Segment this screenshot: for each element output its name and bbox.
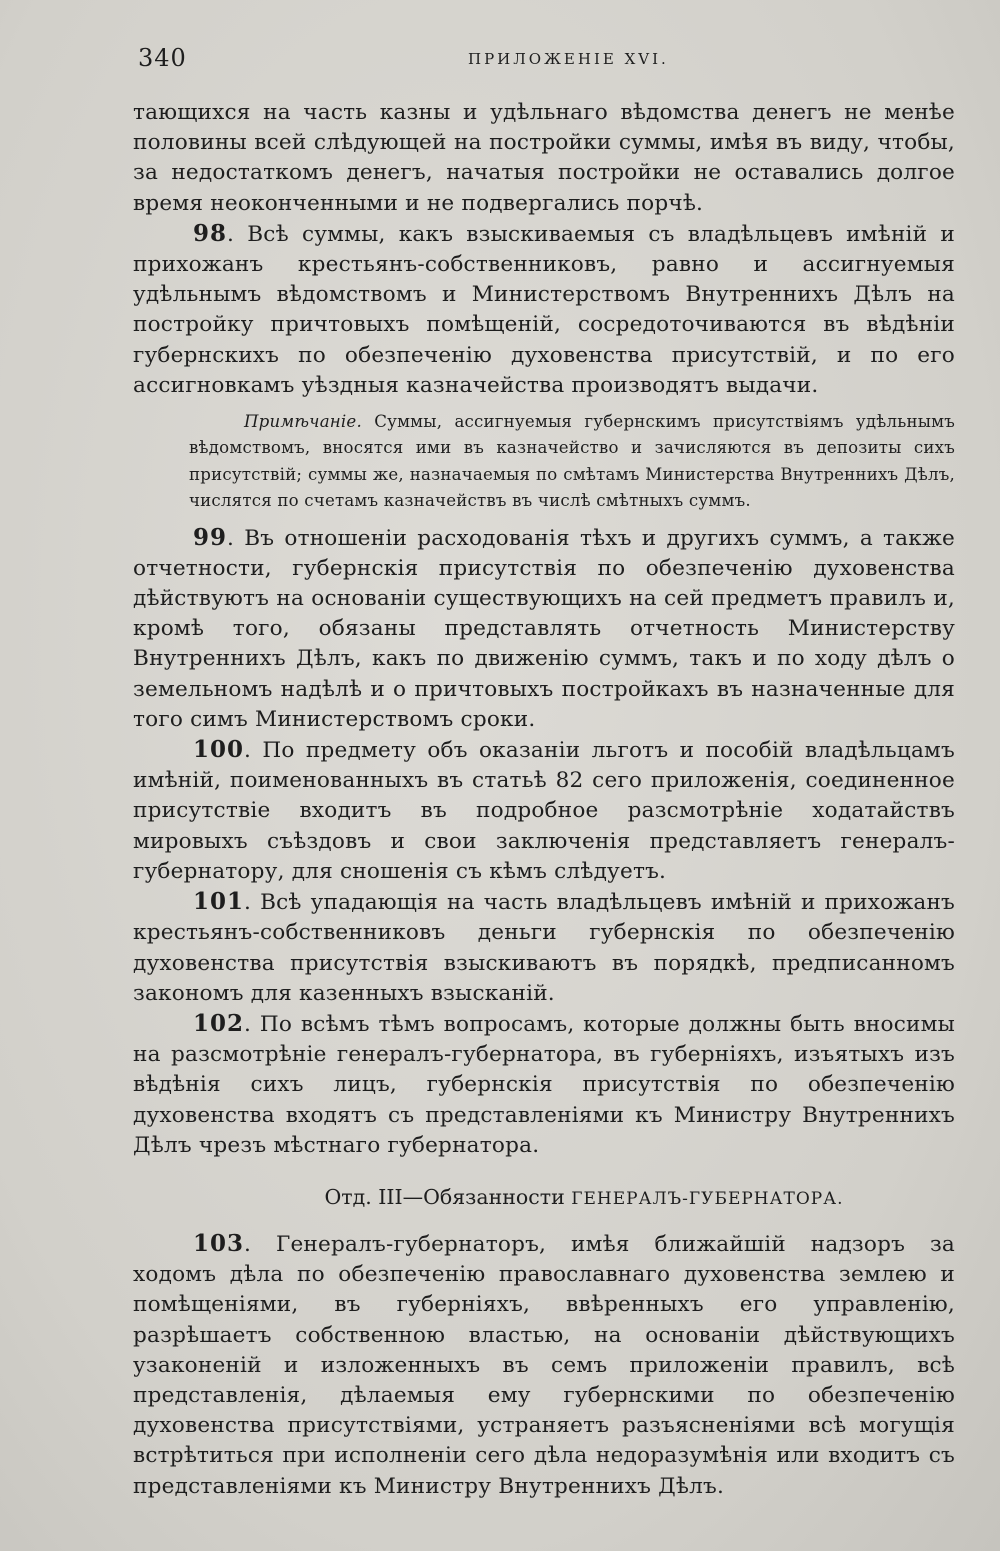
page-number: 340 bbox=[138, 44, 187, 72]
article-text: . По предмету объ оказаніи льготъ и пособій владѣльцамъ имѣній, поименованныхъ въ статьѣ 82 сего приложенія, соединенное присутствіе входитъ въ подробное разсмотрѣніе ходатайствъ мировыхъ съѣздовъ и свои заключенія представляетъ генералъ-губернатору, для сношенія съ кѣмъ слѣдуетъ. bbox=[133, 738, 955, 884]
article-number: 103 bbox=[193, 1229, 245, 1257]
note-label: Примѣчаніе. bbox=[244, 412, 362, 432]
article-text: . Всѣ суммы, какъ взыскиваемыя съ владѣльцевъ имѣній и прихожанъ крестьянъ-собственниковъ, равно и ассигнуемыя удѣльнымъ вѣдомствомъ и Министерствомъ Внутреннихъ Дѣлъ на постройку причтовыхъ помѣщеній, сосредоточиваются въ вѣдѣніи губернскихъ по обезпеченію духовенства присутствій, и по его ассигновкамъ уѣздныя казначейства производятъ выдачи. bbox=[133, 221, 955, 398]
running-head: ПРИЛОЖЕНІЕ XVI. bbox=[468, 50, 669, 68]
article-100 bbox=[133, 735, 955, 887]
article-text: . По всѣмъ тѣмъ вопросамъ, которые должны быть вносимы на разсмотрѣніе генералъ-губернатора, въ губерніяхъ, изъятыхъ изъ вѣдѣнія сихъ лицъ, губернскія присутствія по обезпеченію духовенства входятъ съ представленіями къ Министру Внутреннихъ Дѣлъ чрезъ мѣстнаго губернатора. bbox=[133, 1011, 955, 1158]
article-text: . Всѣ упадающія на часть владѣльцевъ имѣній и прихожанъ крестьянъ-собственниковъ деньги губернскія по обезпеченію духовенства присутствія взыскиваютъ въ порядкѣ, предписанномъ закономъ для казенныхъ взысканій. bbox=[133, 890, 955, 1006]
article-number: 102 bbox=[193, 1009, 245, 1037]
article-103 bbox=[133, 1229, 955, 1502]
article-99 bbox=[133, 523, 955, 735]
article-101 bbox=[133, 887, 955, 1009]
article-number: 101 bbox=[193, 888, 245, 916]
section-title: ГЕНЕРАЛЪ-ГУБЕРНАТОРА. bbox=[571, 1188, 844, 1209]
article-text: . Въ отношеніи расходованія тѣхъ и другихъ суммъ, а также отчетности, губернскія присутствія по обезпеченію духовенства дѣйствуютъ на основаніи существующихъ на сей предметъ правилъ и, кромѣ того, обязаны представлять отчетность Министерству Внутреннихъ Дѣлъ, какъ по движенію суммъ, такъ и по ходу дѣлъ о земельномъ надѣлѣ и о причтовыхъ постройкахъ въ назначенные для того симъ Министерствомъ сроки. bbox=[133, 525, 955, 732]
page-header bbox=[138, 44, 960, 76]
article-98-note bbox=[189, 409, 955, 515]
body-text bbox=[133, 98, 955, 1502]
article-number: 98 bbox=[193, 219, 228, 247]
article-98 bbox=[133, 219, 955, 401]
article-number: 99 bbox=[193, 523, 228, 551]
article-number: 100 bbox=[193, 736, 245, 764]
article-text: . Генералъ-губернаторъ, имѣя ближайшій надзоръ за ходомъ дѣла по обезпеченію православнаго духовенства землею и помѣщеніями, въ губерніяхъ, ввѣренныхъ его управленію, разрѣшаетъ собственною властью, на основаніи дѣйствующихъ узаконеній и изложенныхъ въ семъ приложеніи правилъ, всѣ представленія, дѣлаемыя ему губернскими по обезпеченію духовенства присутствіями, устраняетъ разъясненіями всѣ могущія встрѣтиться при исполненіи сего дѣла недоразумѣнія или входитъ съ представленіями къ Министру Внутреннихъ Дѣлъ. bbox=[133, 1231, 955, 1499]
section-prefix: Отд. III—Обязанности bbox=[324, 1184, 572, 1209]
paragraph-continuation bbox=[133, 98, 955, 219]
section-heading bbox=[213, 1179, 955, 1217]
continuation-text: тающихся на часть казны и удѣльнаго вѣдомства денегъ не менѣе половины всей слѣдующей на постройки суммы, имѣя въ виду, чтобы, за недостаткомъ денегъ, начатыя постройки не оставались долгое время неоконченными и не подвергались порчѣ. bbox=[133, 100, 955, 216]
note-text: Суммы, ассигнуемыя губернскимъ присутствіямъ удѣльнымъ вѣдомствомъ, вносятся ими въ казначейство и зачисляются въ депозиты сихъ присутствій; суммы же, назначаемыя по смѣтамъ Министерства Внутреннихъ Дѣлъ, числятся по счетамъ казначействъ въ числѣ смѣтныхъ суммъ. bbox=[189, 412, 955, 511]
article-102 bbox=[133, 1009, 955, 1161]
